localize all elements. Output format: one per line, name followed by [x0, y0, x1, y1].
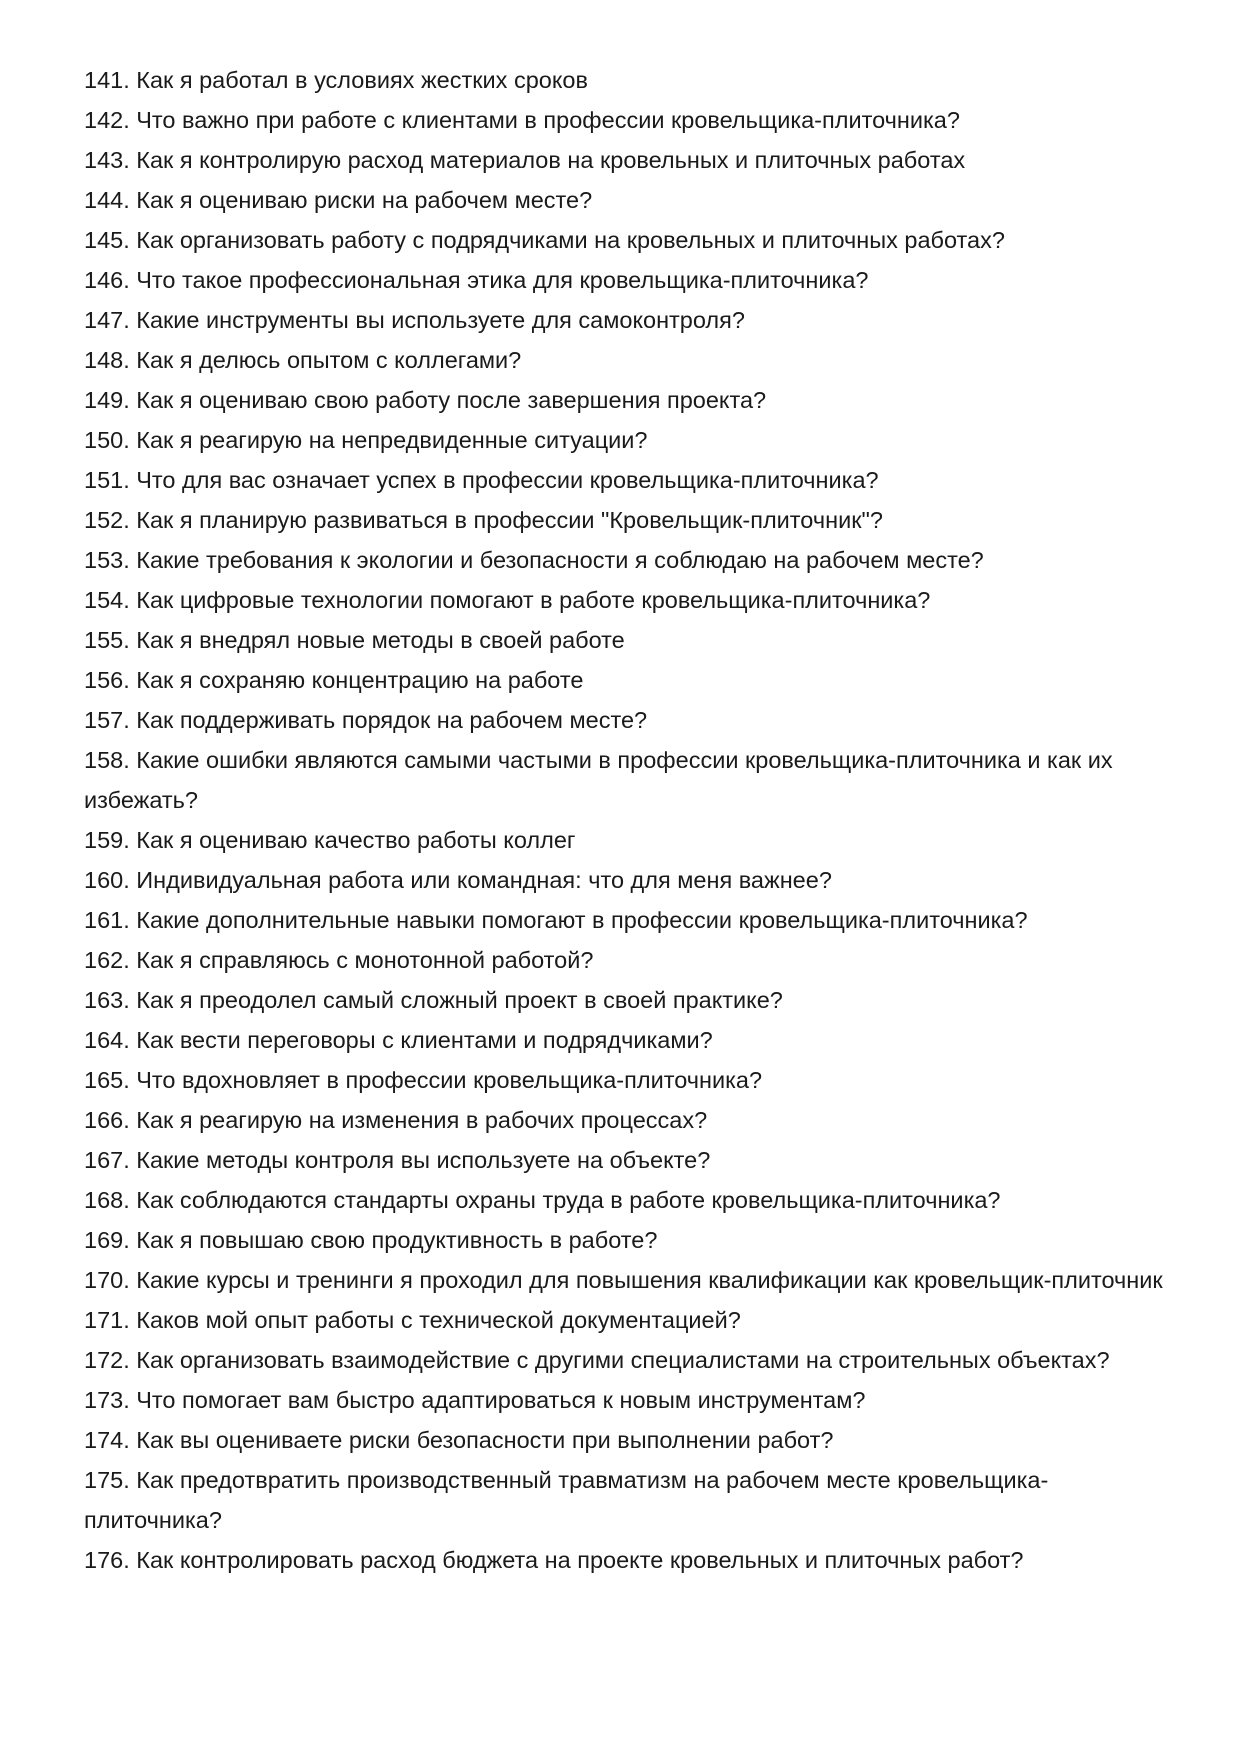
list-item: 145. Как организовать работу с подрядчиками на кровельных и плиточных работах?: [84, 227, 1005, 253]
list-item: 161. Какие дополнительные навыки помогают в профессии кровельщика-плиточника?: [84, 907, 1028, 933]
list-item: 158. Какие ошибки являются самыми частыми в профессии кровельщика-плиточника и как их избежать?: [84, 747, 1113, 813]
list-item: 166. Как я реагирую на изменения в рабочих процессах?: [84, 1107, 708, 1133]
list-item: 147. Какие инструменты вы используете для самоконтроля?: [84, 307, 745, 333]
list-item: 152. Как я планирую развиваться в профессии "Кровельщик-плиточник"?: [84, 507, 883, 533]
list-item: 151. Что для вас означает успех в профессии кровельщика-плиточника?: [84, 467, 879, 493]
question-list: [84, 60, 1174, 1580]
list-item: 167. Какие методы контроля вы используете на объекте?: [84, 1147, 711, 1173]
list-item: 143. Как я контролирую расход материалов на кровельных и плиточных работах: [84, 147, 966, 173]
list-item: 168. Как соблюдаются стандарты охраны труда в работе кровельщика-плиточника?: [84, 1187, 1001, 1213]
list-item: 159. Как я оцениваю качество работы коллег: [84, 827, 576, 853]
list-item: 150. Как я реагирую на непредвиденные ситуации?: [84, 427, 648, 453]
list-item: 174. Как вы оцениваете риски безопасности при выполнении работ?: [84, 1427, 834, 1453]
list-item: 155. Как я внедрял новые методы в своей работе: [84, 627, 625, 653]
list-item: 164. Как вести переговоры с клиентами и подрядчиками?: [84, 1027, 713, 1053]
list-item: 148. Как я делюсь опытом с коллегами?: [84, 347, 522, 373]
list-item: 156. Как я сохраняю концентрацию на работе: [84, 667, 584, 693]
list-item: 146. Что такое профессиональная этика для кровельщика-плиточника?: [84, 267, 869, 293]
list-item: 144. Как я оцениваю риски на рабочем месте?: [84, 187, 593, 213]
list-item: 175. Как предотвратить производственный травматизм на рабочем месте кровельщика-плиточника?: [84, 1467, 1049, 1533]
list-item: 172. Как организовать взаимодействие с другими специалистами на строительных объектах?: [84, 1347, 1110, 1373]
list-item: 173. Что помогает вам быстро адаптироваться к новым инструментам?: [84, 1387, 866, 1413]
list-item: 169. Как я повышаю свою продуктивность в работе?: [84, 1227, 658, 1253]
list-item: 153. Какие требования к экологии и безопасности я соблюдаю на рабочем месте?: [84, 547, 984, 573]
list-item: 170. Какие курсы и тренинги я проходил для повышения квалификации как кровельщик-плиточник: [84, 1267, 1163, 1293]
list-item: 154. Как цифровые технологии помогают в работе кровельщика-плиточника?: [84, 587, 931, 613]
list-item: 163. Как я преодолел самый сложный проект в своей практике?: [84, 987, 783, 1013]
list-item: 165. Что вдохновляет в профессии кровельщика-плиточника?: [84, 1067, 763, 1093]
list-item: 171. Каков мой опыт работы с технической документацией?: [84, 1307, 741, 1333]
list-item: 142. Что важно при работе с клиентами в профессии кровельщика-плиточника?: [84, 107, 960, 133]
list-item: 176. Как контролировать расход бюджета на проекте кровельных и плиточных работ?: [84, 1547, 1024, 1573]
list-item: 141. Как я работал в условиях жестких сроков: [84, 67, 588, 93]
list-item: 149. Как я оцениваю свою работу после завершения проекта?: [84, 387, 767, 413]
list-item: 162. Как я справляюсь с монотонной работой?: [84, 947, 594, 973]
list-item: 157. Как поддерживать порядок на рабочем месте?: [84, 707, 648, 733]
list-item: 160. Индивидуальная работа или командная: что для меня важнее?: [84, 867, 832, 893]
